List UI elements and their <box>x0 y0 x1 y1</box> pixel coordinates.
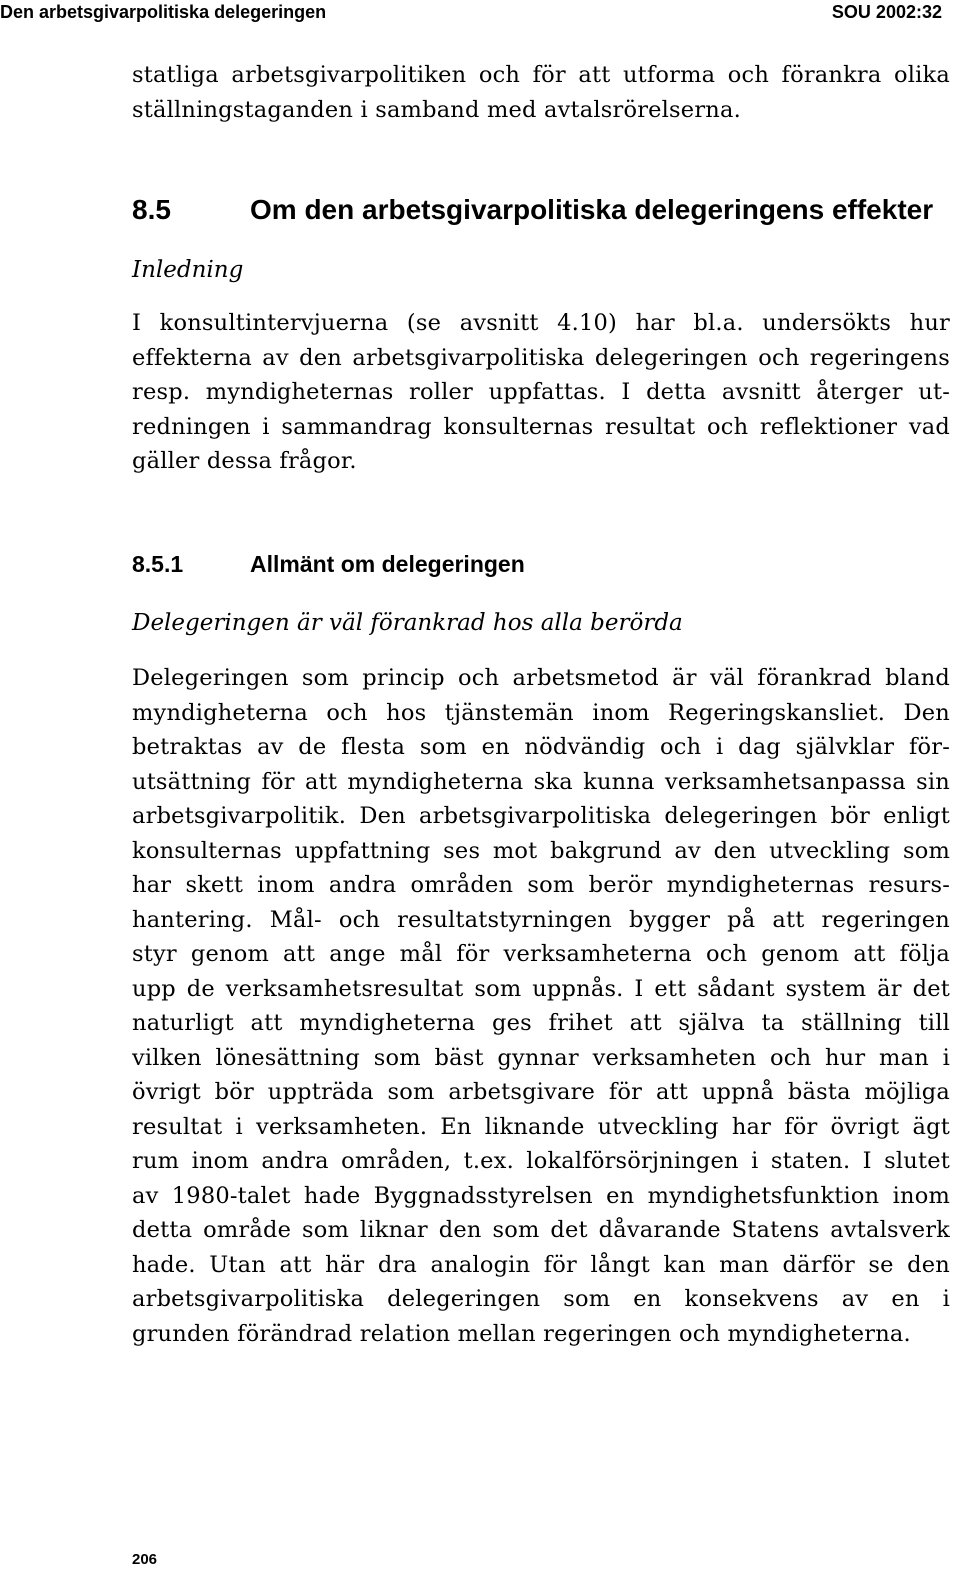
subsection-title: Allmänt om delegeringen <box>250 551 525 577</box>
paragraph-line: arbetsgivarpolitiska delegeringen som en konsekvens av en i <box>132 1286 950 1312</box>
running-header-report-id: SOU 2002:32 <box>831 2 942 22</box>
section-number: 8.5 <box>132 194 171 225</box>
paragraph-line: myndigheterna och hos tjänstemän inom Regeringskansliet. Den <box>132 699 950 726</box>
paragraph-line: utsättning för att myndigheterna ska kunna verksamhetsanpassa sin <box>132 768 950 795</box>
section-title: Om den arbetsgivarpolitiska delegeringens effekter <box>250 194 934 225</box>
subheading-forankrad: Delegeringen är väl förankrad hos alla berörda <box>132 610 683 636</box>
paragraph-line: I konsultintervjuerna (se avsnitt 4.10) har bl.a. undersökts hur <box>132 310 950 336</box>
paragraph-line: hade. Utan att här dra analogin för långt kan man därför se den <box>132 1251 950 1278</box>
paragraph-line: har skett inom andra områden som berör myndigheternas resurs- <box>132 872 950 898</box>
paragraph-line: resp. myndigheternas roller uppfattas. I detta avsnitt återger ut- <box>132 379 950 405</box>
intro-line: ställningstaganden i samband med avtalsrörelserna. <box>132 96 741 123</box>
paragraph-line: effekterna av den arbetsgivarpolitiska delegeringen och regeringens <box>132 344 950 371</box>
paragraph-line: rum inom andra områden, t.ex. lokalförsörjningen i staten. I slutet <box>132 1148 950 1174</box>
paragraph-line: arbetsgivarpolitik. Den arbetsgivarpolitiska delegeringen bör enligt <box>132 803 950 829</box>
paragraph-line: gäller dessa frågor. <box>132 448 357 474</box>
paragraph-line: naturligt att myndigheterna ges frihet att själva ta ställning till <box>132 1010 950 1036</box>
paragraph-line: övrigt bör uppträda som arbetsgivare för att uppnå bästa möjliga <box>132 1079 950 1105</box>
subsection-heading <box>132 547 950 581</box>
paragraph-line: upp de verksamhetsresultat som uppnås. I ett sådant system är det <box>132 975 950 1002</box>
intro-line: statliga arbetsgivarpolitiken och för att utforma och förankra olika <box>132 62 950 88</box>
paragraph-line: Delegeringen som princip och arbetsmetod är väl förankrad bland <box>132 665 950 691</box>
subheading-inledning: Inledning <box>132 257 244 283</box>
paragraph-line: hantering. Mål- och resultatstyrningen bygger på att regeringen <box>132 906 950 933</box>
paragraph-line: resultat i verksamheten. En liknande utveckling har för övrigt ägt <box>132 1113 950 1140</box>
paragraph-line: styr genom att ange mål för verksamheterna och genom att följa <box>132 941 950 967</box>
paragraph-line: redningen i sammandrag konsulternas resultat och reflektioner vad <box>132 413 950 440</box>
intro-paragraph <box>132 58 950 127</box>
main-paragraph <box>132 661 950 1351</box>
subsection-number: 8.5.1 <box>132 551 184 577</box>
paragraph-line: betraktas av de flesta som en nödvändig och i dag självklar för- <box>132 734 950 760</box>
inledning-paragraph <box>132 306 950 479</box>
paragraph-line: av 1980-talet hade Byggnadsstyrelsen en myndighetsfunktion inom <box>132 1182 950 1209</box>
running-header-title: Den arbetsgivarpolitiska delegeringen <box>0 2 327 22</box>
paragraph-line: vilken lönesättning som bäst gynnar verksamheten och hur man i <box>132 1044 950 1071</box>
page-number: 206 <box>132 1551 158 1568</box>
paragraph-line: konsulternas uppfattning ses mot bakgrund av den utveckling som <box>132 837 950 864</box>
paragraph-line: grunden förändrad relation mellan regeringen och myndigheterna. <box>132 1320 911 1347</box>
section-heading <box>132 193 950 227</box>
paragraph-line: detta område som liknar den som det dåvarande Statens avtalsverk <box>132 1217 950 1243</box>
